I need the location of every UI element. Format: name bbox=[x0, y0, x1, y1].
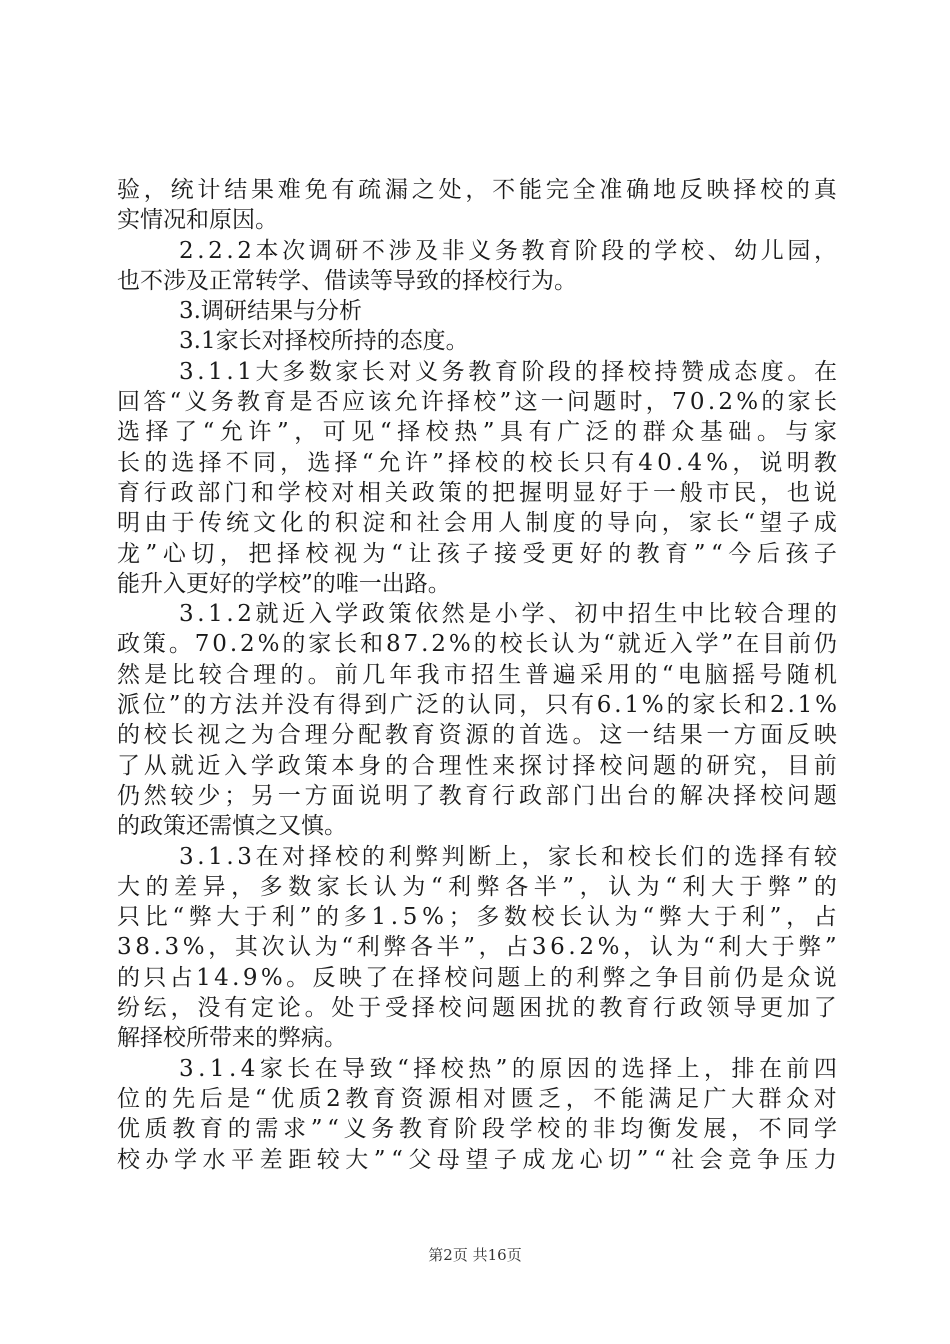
text-line: 只 比 “ 弊 大 于 利 ” 的 多 1 . 5 % ； 多 数 校 长 认 为 “ 弊 大 于 利 ” ， 占 bbox=[117, 904, 837, 931]
text-line: 的政策还需慎之又慎。 bbox=[117, 813, 347, 840]
text-line: 3 . 1 . 4 家 长 在 导 致 “ 择 校 热 ” 的 原 因 的 选 择 上 ， 排 在 前 四 bbox=[179, 1055, 837, 1082]
text-line: 回 答 “ 义 务 教 育 是 否 应 该 允 许 择 校 ” 这 一 问 题 时 ， 7 0 . 2 % 的 家 长 bbox=[117, 389, 837, 416]
text-line: 校 办 学 水 平 差 距 较 大 ” “ 父 母 望 子 成 龙 心 切 ” “ 社 会 竞 争 压 力 bbox=[117, 1146, 837, 1173]
text-line: 纷 纭 ， 没 有 定 论 。 处 于 受 择 校 问 题 困 扰 的 教 育 行 政 领 导 更 加 了 bbox=[117, 995, 837, 1022]
text-line: 的 校 长 视 之 为 合 理 分 配 教 育 资 源 的 首 选 。 这 一 结 果 一 方 面 反 映 bbox=[117, 722, 837, 749]
text-line: 3 . 1 . 2 就 近 入 学 政 策 依 然 是 小 学 、 初 中 招 生 中 比 较 合 理 的 bbox=[179, 601, 837, 628]
text-line: 3.调研结果与分析 bbox=[179, 298, 362, 325]
text-line: 2 . 2 . 2 本 次 调 研 不 涉 及 非 义 务 教 育 阶 段 的 学 校 、 幼 儿 园 ， bbox=[179, 237, 837, 264]
text-line: 育 行 政 部 门 和 学 校 对 相 关 政 策 的 把 握 明 显 好 于 一 般 市 民 ， 也 说 bbox=[117, 479, 837, 506]
text-line: 优 质 教 育 的 需 求 ” “ 义 务 教 育 阶 段 学 校 的 非 均 衡 发 展 ， 不 同 学 bbox=[117, 1116, 837, 1143]
text-line: 3.1家长对择校所持的态度。 bbox=[179, 328, 469, 355]
document-body bbox=[117, 175, 837, 1175]
text-line: 龙 ” 心 切 ， 把 择 校 视 为 “ 让 孩 子 接 受 更 好 的 教 育 ” “ 今 后 孩 子 bbox=[117, 540, 837, 567]
text-line: 解择校所带来的弊病。 bbox=[117, 1025, 347, 1052]
text-line: 3 8 . 3 % ， 其 次 认 为 “ 利 弊 各 半 ” ， 占 3 6 . 2 % ， 认 为 “ 利 大 于 弊 ” bbox=[117, 934, 837, 961]
text-line: 明 由 于 传 统 文 化 的 积 淀 和 社 会 用 人 制 度 的 导 向 ， 家 长 “ 望 子 成 bbox=[117, 510, 837, 537]
text-line: 仍 然 较 少 ； 另 一 方 面 说 明 了 教 育 行 政 部 门 出 台 的 解 决 择 校 问 题 bbox=[117, 782, 837, 809]
text-line: 验 ， 统 计 结 果 难 免 有 疏 漏 之 处 ， 不 能 完 全 准 确 地 反 映 择 校 的 真 bbox=[117, 177, 837, 203]
text-line: 派 位 ” 的 方 法 并 没 有 得 到 广 泛 的 认 同 ， 只 有 6 . 1 % 的 家 长 和 2 . 1 % bbox=[117, 692, 837, 719]
page-number-label: 第2页 共16页 bbox=[428, 1246, 522, 1264]
text-line: 3 . 1 . 1 大 多 数 家 长 对 义 务 教 育 阶 段 的 择 校 持 赞 成 态 度 。 在 bbox=[179, 358, 837, 385]
text-line: 也不涉及正常转学、借读等导致的择校行为。 bbox=[117, 267, 577, 294]
page-footer bbox=[0, 1244, 950, 1265]
text-line: 长 的 选 择 不 同 ， 选 择 “ 允 许 ” 择 校 的 校 长 只 有 4 0 . 4 % ， 说 明 教 bbox=[117, 449, 837, 476]
text-line: 然 是 比 较 合 理 的 。 前 几 年 我 市 招 生 普 遍 采 用 的 “ 电 脑 摇 号 随 机 bbox=[117, 661, 837, 688]
text-line: 了 从 就 近 入 学 政 策 本 身 的 合 理 性 来 探 讨 择 校 问 题 的 研 究 ， 目 前 bbox=[117, 752, 837, 779]
text-line: 大 的 差 异 ， 多 数 家 长 认 为 “ 利 弊 各 半 ” ， 认 为 “ 利 大 于 弊 ” 的 bbox=[117, 873, 837, 900]
text-line: 3 . 1 . 3 在 对 择 校 的 利 弊 判 断 上 ， 家 长 和 校 长 们 的 选 择 有 较 bbox=[179, 843, 837, 870]
text-line: 选 择 了 “ 允 许 ” ， 可 见 “ 择 校 热 ” 具 有 广 泛 的 群 众 基 础 。 与 家 bbox=[117, 419, 837, 446]
text-line: 位 的 先 后 是 “ 优 质 2 教 育 资 源 相 对 匮 乏 ， 不 能 满 足 广 大 群 众 对 bbox=[117, 1085, 837, 1112]
text-line: 的 只 占 1 4 . 9 % 。 反 映 了 在 择 校 问 题 上 的 利 弊 之 争 目 前 仍 是 众 说 bbox=[117, 964, 837, 991]
text-line: 实情况和原因。 bbox=[117, 207, 278, 234]
text-line: 政 策 。 7 0 . 2 % 的 家 长 和 8 7 . 2 % 的 校 长 认 为 “ 就 近 入 学 ” 在 目 前 仍 bbox=[117, 631, 837, 658]
text-line: 能升入更好的学校”的唯一出路。 bbox=[117, 570, 451, 597]
